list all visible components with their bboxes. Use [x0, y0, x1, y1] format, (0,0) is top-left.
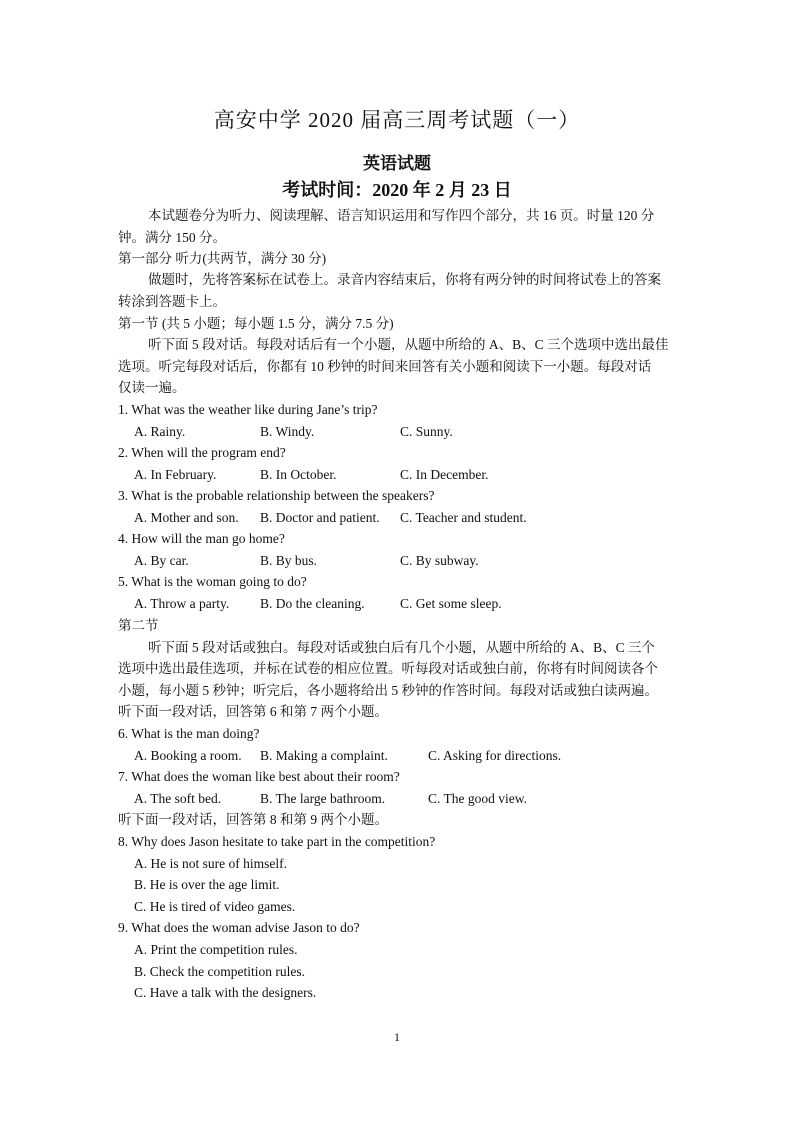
q5-option-a: A. Throw a party. [134, 596, 230, 611]
part1-heading: 第一部分 听力(共两节，满分 30 分) [118, 251, 327, 266]
q1-option-c: C. Sunny. [400, 424, 453, 439]
section1-heading: 第一节 (共 5 小题；每小题 1.5 分，满分 7.5 分) [118, 316, 394, 331]
question-8: 8. Why does Jason hesitate to take part in the competition? [118, 834, 436, 849]
section2-heading: 第二节 [118, 618, 159, 633]
q7-option-c: C. The good view. [428, 791, 527, 806]
q5-option-b: B. Do the cleaning. [260, 596, 365, 611]
q2-option-a: A. In February. [134, 467, 217, 482]
question-7: 7. What does the woman like best about their room? [118, 769, 400, 784]
subject-title: 英语试题 [363, 154, 431, 173]
question-3: 3. What is the probable relationship between the speakers? [118, 488, 435, 503]
q9-option-a: A. Print the competition rules. [134, 942, 298, 957]
page-title: 高安中学 2020 届高三周考试题（一） [213, 108, 581, 132]
q3-option-b: B. Doctor and patient. [260, 510, 380, 525]
page-number: 1 [394, 1030, 400, 1044]
q1-option-a: A. Rainy. [134, 424, 186, 439]
q7-option-b: B. The large bathroom. [260, 791, 386, 806]
question-6: 6. What is the man doing? [118, 726, 260, 741]
q6-option-c: C. Asking for directions. [428, 748, 562, 763]
part1-instruction-2: 转涂到答题卡上。 [118, 294, 226, 309]
q6-option-a: A. Booking a room. [134, 748, 242, 763]
q8-option-b: B. He is over the age limit. [134, 877, 280, 892]
q8-option-c: C. He is tired of video games. [134, 899, 296, 914]
q8-option-a: A. He is not sure of himself. [134, 856, 287, 871]
q1-option-b: B. Windy. [260, 424, 315, 439]
question-9: 9. What does the woman advise Jason to do? [118, 920, 360, 935]
section2-instruction-1: 听下面 5 段对话或独白。每段对话或独白后有几个小题，从题中所给的 A、B、C 三个 [148, 640, 656, 655]
q9-option-c: C. Have a talk with the designers. [134, 985, 317, 1000]
q3-option-a: A. Mother and son. [134, 510, 239, 525]
q6-option-b: B. Making a complaint. [260, 748, 388, 763]
question-5: 5. What is the woman going to do? [118, 574, 307, 589]
section1-instruction-1: 听下面 5 段对话。每段对话后有一个小题，从题中所给的 A、B、C 三个选项中选出最佳 [148, 337, 669, 352]
section1-instruction-2: 选项。听完每段对话后，你都有 10 秒钟的时间来回答有关小题和阅读下一小题。每段对话 [118, 359, 652, 374]
part1-instruction-1: 做题时，先将答案标在试卷上。录音内容结束后，你将有两分钟的时间将试卷上的答案 [148, 272, 661, 287]
q2-option-c: C. In December. [400, 467, 489, 482]
question-2: 2. When will the program end? [118, 445, 286, 460]
q5-option-c: C. Get some sleep. [400, 596, 502, 611]
exam-time: 考试时间：2020 年 2 月 23 日 [282, 180, 512, 200]
section1-instruction-3: 仅读一遍。 [118, 380, 186, 395]
question-4: 4. How will the man go home? [118, 531, 285, 546]
intro-line-2: 钟。满分 150 分。 [118, 230, 226, 245]
q4-option-a: A. By car. [134, 553, 189, 568]
question-1: 1. What was the weather like during Jane’s trip? [118, 402, 378, 417]
section2-instruction-3: 小题，每小题 5 秒钟；听完后，各小题将给出 5 秒钟的作答时间。每段对话或独白读两遍。 [118, 683, 658, 698]
q3-option-c: C. Teacher and student. [400, 510, 527, 525]
dialog-6-7-instruction: 听下面一段对话，回答第 6 和第 7 两个小题。 [118, 704, 388, 719]
section2-instruction-2: 选项中选出最佳选项，并标在试卷的相应位置。听每段对话或独白前，你将有时间阅读各个 [118, 661, 658, 676]
q9-option-b: B. Check the competition rules. [134, 964, 305, 979]
q4-option-b: B. By bus. [260, 553, 318, 568]
dialog-8-9-instruction: 听下面一段对话，回答第 8 和第 9 两个小题。 [118, 812, 388, 827]
intro-line-1: 本试题卷分为听力、阅读理解、语言知识运用和写作四个部分，共 16 页。时量 120 分 [148, 208, 655, 223]
q7-option-a: A. The soft bed. [134, 791, 222, 806]
q4-option-c: C. By subway. [400, 553, 479, 568]
q2-option-b: B. In October. [260, 467, 337, 482]
